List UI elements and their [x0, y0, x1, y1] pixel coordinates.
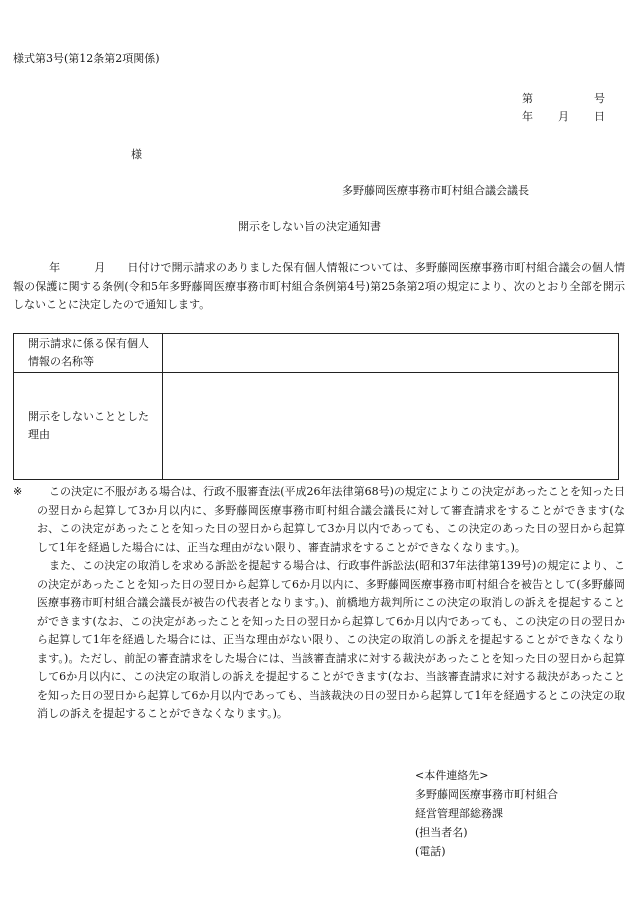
body-paragraph [13, 259, 625, 315]
note-mark: ※ [13, 485, 23, 498]
contact-organization: 多野藤岡医療事務市町村組合 [415, 788, 558, 801]
appeal-notice-paragraph-2: また、この決定の取消しを求める訴訟を提起する場合は、行政事件訴訟法(昭和37年法律第139号)の規定により、この決定があったことを知った日の翌日から起算して6か月以内に、多野藤岡医療事務市町村組合を被告として(多野藤岡医療事務市町村組合議会議長が被告の代表者となります。)、前橋地方裁判所にこの決定の取消しの訴えを提起することができます(なお、この決定があったことを知った日の翌日から起算して6か月以内であっても、この決定の日の翌日から起算して1年を経過した場合には、正当な理由がない限り、この決定の取消しの訴えを提起することができなくなります。)。ただし、前記の審査請求をした場合には、当該審査請求に対する裁決があったことを知った日の翌日から起算して6か月以内に、この決定の取消しの訴えを提起することができます(なお、当該審査請求に対する裁決があったことを知った日の翌日から起算して6か月以内であっても、当該裁決の日の翌日から起算して1年を経過するとこの決定の取消しの訴えを提起することができなくなります。)。 [37, 559, 625, 720]
document-number-label: 第 [522, 92, 533, 105]
contact-person: (担当者名) [415, 826, 468, 839]
disclosure-info-table [13, 333, 619, 480]
personal-info-name-label: 開示請求に係る保有個人情報の名称等 [14, 334, 163, 373]
issuer-name: 多野藤岡医療事務市町村組合議会議長 [342, 184, 529, 197]
addressee-suffix: 様 [131, 148, 142, 161]
contact-block [415, 766, 558, 861]
date-month-label: 月 [558, 110, 569, 123]
contact-phone: (電話) [415, 845, 446, 858]
document-number-suffix: 号 [594, 92, 605, 105]
date-year-label: 年 [522, 110, 533, 123]
appeal-notice-paragraph-1: この決定に不服がある場合は、行政不服審査法(平成26年法律第68号)の規定によりこの決定があったことを知った日の翌日から起算して3か月以内に、多野藤岡医療事務市町村組合議会議長に対して審査請求をすることができます(なお、この決定があったことを知った日の翌日から起算して3か月以内であっても、この決定のあった日の翌日から起算して1年を経過した場合には、正当な理由がない限り、審査請求をすることができなくなります。)。 [37, 485, 625, 554]
contact-heading: <本件連絡先> [415, 769, 489, 782]
document-title: 開示をしない旨の決定通知書 [238, 220, 381, 233]
date-day-label: 日 [594, 110, 605, 123]
appeal-notice [13, 483, 625, 724]
non-disclosure-reason-value [163, 373, 619, 480]
personal-info-name-value [163, 334, 619, 373]
table-row [14, 334, 619, 373]
body-text: 日付けで開示請求のありました保有個人情報については、多野藤岡医療事務市町村組合議会の個人情報の保護に関する条例(令和5年多野藤岡医療事務市町村組合条例第4号)第25条第2項の規定により、次のとおり全部を開示しないことに決定したので通知します。 [13, 261, 626, 311]
non-disclosure-reason-label: 開示をしないこととした理由 [14, 373, 163, 480]
form-number: 様式第3号(第12条第2項関係) [13, 52, 160, 65]
body-year-label: 年 [49, 261, 61, 274]
contact-department: 経営管理部総務課 [415, 807, 503, 820]
body-month-label: 月 [94, 261, 106, 274]
table-row [14, 373, 619, 480]
